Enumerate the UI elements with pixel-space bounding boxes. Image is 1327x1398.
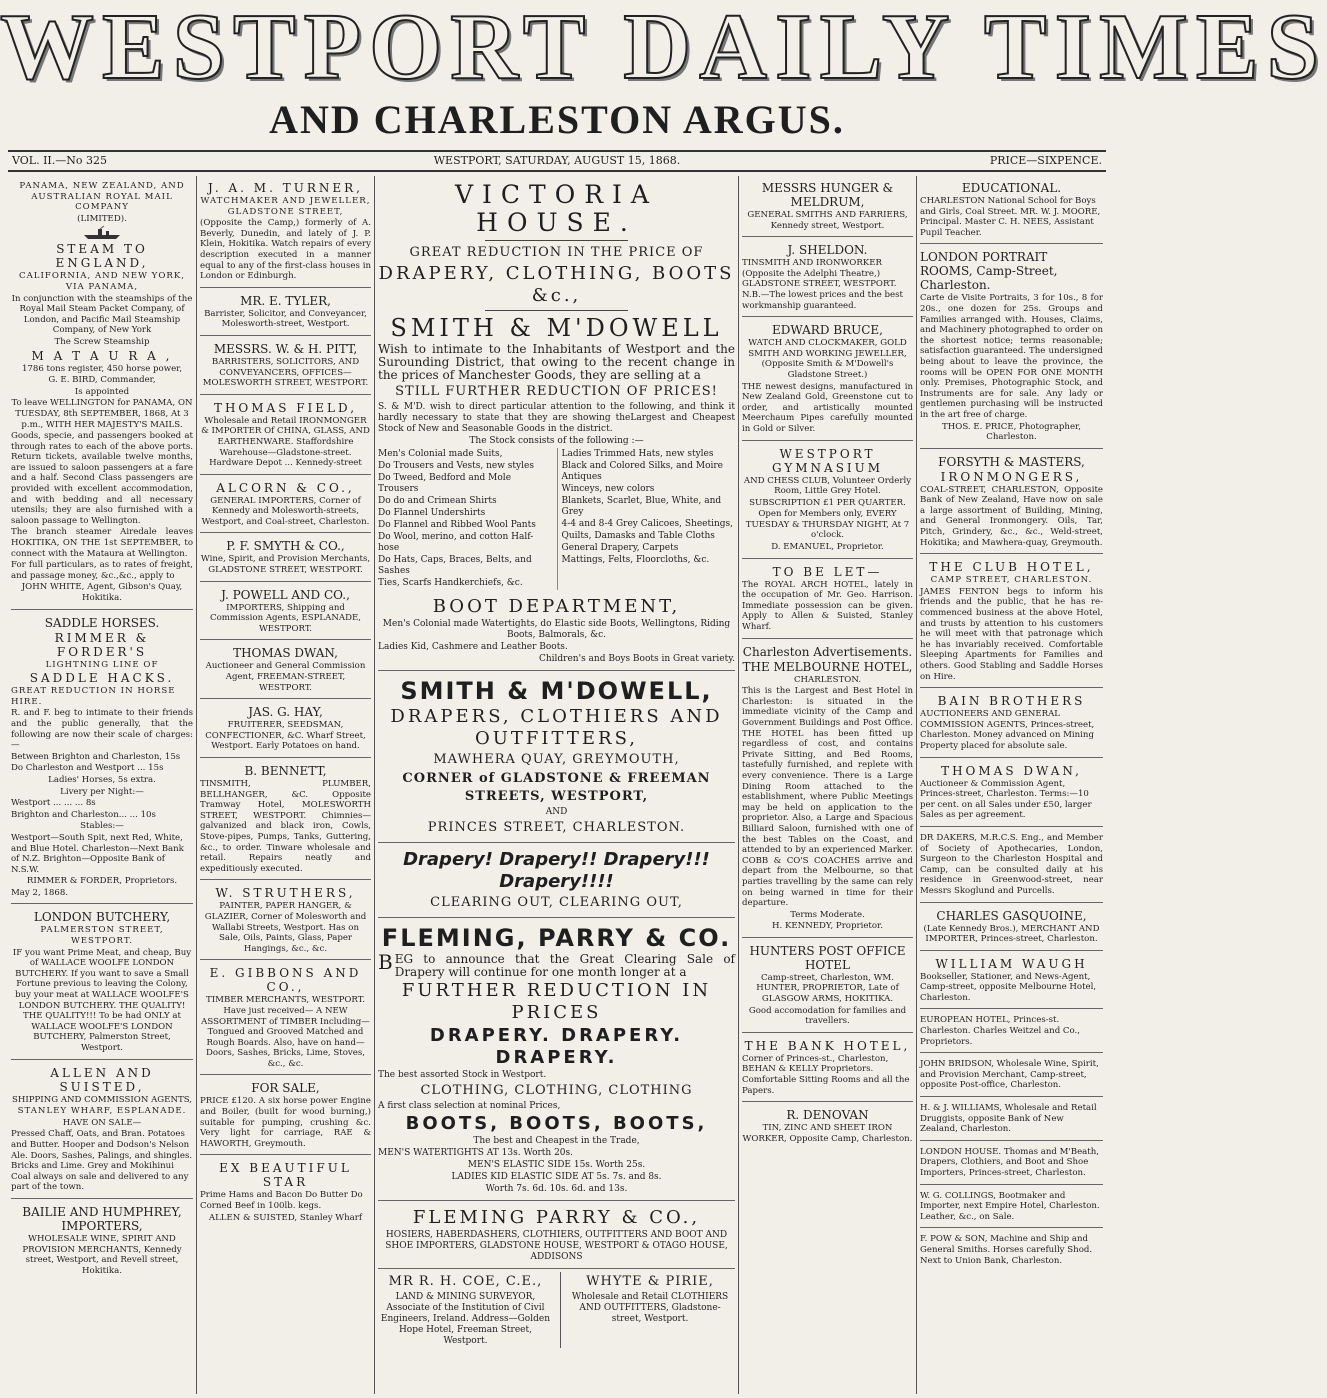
ad-heading: EX BEAUTIFUL STAR (219, 1161, 352, 1190)
ad-heading: THOMAS DWAN, (233, 646, 338, 661)
ad-forsyth-masters (920, 452, 1103, 555)
ad-text: PAINTER, PAPER HANGER, & GLAZIER, Corner of Molesworth and Wallabi Streets, Westport. Has on Sale, Oils, Paints, Glass, Paper Hangings, &c., &c. (204, 901, 367, 954)
ad-hunger-meldrum (742, 178, 913, 237)
ad-heading: FLEMING PARRY & CO., (412, 1207, 701, 1228)
ad-heading: DRAPERY. DRAPERY. DRAPERY. (429, 1025, 684, 1068)
ad-turner (200, 178, 371, 288)
ad-text: LIGHTNING LINE OF (45, 659, 159, 670)
ad-heading: THE BANK HOTEL, (744, 1038, 911, 1053)
ad-for-sale (200, 1078, 371, 1155)
list-item: Blankets, Scarlet, Blue, White, and Grey (561, 496, 722, 517)
ad-heading: BAILIE AND HUMPHREY, IMPORTERS, (22, 1204, 182, 1233)
ad-bruce (742, 320, 913, 440)
ad-text: AUCTIONEERS AND GENERAL COMMISSION AGENTS, Princes-street, Charleston. Money advanced on Mining Property placed for absolute sale. (920, 709, 1095, 751)
ad-text: HAVE ON SALE— (62, 1117, 142, 1128)
ad-text: FRUITERER, SEEDSMAN, CONFECTIONER, &C. Wharf Street, Westport. Early Potatoes on hand. (205, 720, 366, 752)
ad-royal-mail (11, 178, 193, 610)
ad-heading: BOOT DEPARTMENT, (432, 596, 681, 617)
list-item: Do Wool, merino, and cotton Half-hose (378, 532, 534, 553)
ad-text: Carte de Visite Portraits, 3 for 10s., 8 for 20s., one dozen for 25s. Groups and Families arranged with. Houses, Claims, and Machinery photographed to order on the shortest notice; terms reasonable; satisfaction guaranteed. The undersigned being about to leave the province, the rooms will be OPEN FOR ONE MONTH only. Premises, Photographic Stock, and Instruments are for sale. Any lady or gentlemen purchasing will be instructed in the art free of charge. (920, 293, 1103, 420)
ad-text: Westport—South Spit, next Red, White, and Blue Hotel. Charleston—Next Bank of N.Z. Brighton—Opposite Bank of N.S.W. (11, 832, 184, 875)
ad-text: Ladies' Horses, 5s extra. (48, 774, 156, 785)
ad-text: 1786 tons register, 450 horse power, (21, 363, 183, 374)
ad-hay (200, 702, 371, 758)
ad-text: JOHN BRIDSON, Wholesale Wine, Spirit, and Provision Merchant, Camp-street, opposite Post-office, Charleston. (920, 1059, 1099, 1091)
ad-gasquoine (920, 906, 1103, 951)
ad-heading: J. SHELDON. (787, 243, 868, 258)
divider (485, 310, 628, 311)
ad-melbourne-hotel (742, 642, 913, 938)
ad-text: LAND & MINING SURVEYOR, Associate of the Institution of Civil Engineers, Ireland. Address—Golden Hope Hotel, Freeman Street, Westport. (380, 1292, 550, 1346)
ad-heading: BOOTS, BOOTS, BOOTS, (405, 1113, 708, 1134)
list-item: Winceys, new colors (561, 484, 655, 494)
place-date: WESTPORT, SATURDAY, AUGUST 15, 1868. (433, 154, 681, 167)
ad-text: AND (545, 807, 568, 817)
stock-list (378, 448, 735, 590)
ad-text: (LIMITED). (77, 213, 127, 224)
ad-text: Auctioneer and General Commission Agent, FREEMAN-STREET, WESTPORT. (205, 661, 366, 693)
ad-heading: THE CLUB HOTEL, (929, 560, 1094, 575)
list-item: Do Tweed, Bedford and Mole Trousers (378, 473, 512, 494)
volume-number: VOL. II.—No 325 (12, 154, 107, 167)
ad-heading: EDWARD BRUCE, (772, 323, 883, 338)
masthead (0, 0, 1327, 150)
ad-text: F. POW & SON, Machine and Ship and General Smiths. Horses carefully Shod. Next to Union Bank, Charleston. (920, 1234, 1093, 1266)
ad-text: WHOLESALE WINE, SPIRIT AND PROVISION MERCHANTS, Kennedy street, Westport, and Revell street, Hokitika. (22, 1233, 182, 1276)
ad-pow (920, 1231, 1103, 1271)
ad-heading: MESSRS HUNGER & MELDRUM, (761, 181, 894, 209)
ad-heading: BAIN BROTHERS (937, 694, 1086, 709)
ad-struthers (200, 883, 371, 960)
ad-collings (920, 1188, 1103, 1229)
price-item: Worth 7s. 6d. 10s. 6d. and 13s. (485, 1184, 628, 1194)
stock-list-ladies (557, 448, 736, 590)
ad-text: BEG to announce that the Great Clearing Sale of Drapery will continue for one month longer at a (378, 950, 735, 979)
list-item: Do do and Crimean Shirts (378, 496, 497, 506)
column-2 (196, 176, 374, 1394)
ad-text: WATCH AND CLOCKMAKER, GOLD SMITH AND WORKING JEWELLER, (Opposite Smith & M'Dowell's Gladstone Street.) (748, 338, 907, 380)
ad-text: The best and Cheapest in the Trade, (473, 1136, 640, 1146)
steamship-icon (82, 226, 122, 240)
ad-text: SHIPPING AND COMMISSION AGENTS, (11, 1094, 193, 1105)
ad-heading: THOMAS FIELD, (213, 400, 358, 415)
newspaper-title: WESTPORT DAILY TIMES (0, 0, 1327, 99)
ad-bain-brothers (920, 691, 1103, 757)
ad-heading: LONDON BUTCHERY, (33, 910, 171, 925)
ad-tyler (200, 291, 371, 336)
ad-fleming-parry-2 (378, 1204, 735, 1269)
ad-text: Auctioneer & Commission Agent, Princes-street, Charleston. Terms:—10 per cent. on all Sales under £50, larger Sales as per agreement. (920, 778, 1092, 821)
ad-hunters-hotel (742, 941, 913, 1033)
list-item: Men's Colonial made Suits, (378, 449, 503, 459)
column-1 (8, 176, 196, 1394)
ad-text: Between Brighton and Charleston, 15s (11, 751, 181, 762)
ad-heading: HUNTERS POST OFFICE HOTEL (749, 943, 906, 972)
ad-text: GENERAL SMITHS AND FARRIERS, Kennedy street, Westport. (747, 210, 908, 231)
ad-text: TINSMITH AND IRONWORKER (Opposite the Adelphi Theatre,) GLADSTONE STREET, WESTPORT. N.B.—The lowest prices and the best workmanship guaranteed. (742, 258, 903, 311)
ad-text: Brighton and Charleston... ... 10s (11, 809, 156, 820)
ad-heading: EDUCATIONAL. (961, 181, 1062, 195)
ad-victoria-house (378, 178, 735, 671)
ad-text: H. & J. WILLIAMS, Wholesale and Retail Druggists, opposite Bank of New Zealand, Charleston. (920, 1103, 1097, 1135)
ad-heading: STEAM TO ENGLAND, (55, 242, 149, 271)
ad-text: TIMBER MERCHANTS, WESTPORT. Have just received— A NEW ASSORTMENT of TIMBER Including— Tongued and Grooved Matched and Rough Boards. Also, have on hand— Doors, Sashes, Bricks, Lime, Stoves, &c., &c. (201, 995, 370, 1069)
ad-text: Corner of Princes-st., Charleston, BEHAN & KELLY Proprietors. Comfortable Sitting Rooms and all the Papers. (742, 1053, 910, 1096)
ad-text: COAL-STREET, CHARLESTON, Opposite Bank of New Zealand, Have now on sale a large assortment of Building, Mining, and General Ironmongery. Oils, Tar, Pitch, Grindery, &c., &c., Weld-street, Hokitika; and Mawhera-quay, Greymouth. (920, 484, 1103, 548)
ad-text: GREAT REDUCTION IN HORSE HIRE. (11, 686, 176, 707)
ad-powell (200, 585, 371, 641)
ship-name: M A T A U R A , (31, 348, 173, 363)
ad-text: STANLEY WHARF, ESPLANADE. (17, 1106, 187, 1117)
ad-text: THE newest designs, manufactured in New Zealand Gold, Greenstone cut to order, and artistically mounted Meerchaum Pipes carefully mounted in Gold or Silver. (742, 381, 913, 434)
list-item: Black and Colored Silks, and Moire Antiques (561, 461, 723, 482)
ad-text: Children's and Boys Boots in Great variety. (538, 654, 735, 664)
ad-heading: CHARLES GASQUOINE, (936, 908, 1087, 923)
ad-heading: SADDLE HACKS. (29, 671, 175, 686)
ad-london-house (920, 1144, 1103, 1185)
ad-whyte (560, 1272, 735, 1348)
ad-fleming-parry (378, 921, 735, 1201)
ad-text: Ladies Kid, Cashmere and Leather Boots. (378, 642, 568, 652)
ad-coe (378, 1272, 553, 1348)
ad-dwan (200, 643, 371, 699)
section-heading: Charleston Advertisements. (742, 644, 913, 659)
ad-text: CALIFORNIA, AND NEW YORK, VIA PANAMA, (19, 271, 185, 292)
ad-text: Prime Hams and Bacon Do Butter Do Corned Beef in 100lb. kegs. (200, 1190, 363, 1212)
ad-text: Stables:— (80, 821, 124, 832)
ad-text: TIN, ZINC AND SHEET IRON WORKER, Opposite Camp, Charleston. (742, 1123, 913, 1144)
column-4 (738, 176, 916, 1394)
ad-text: DR DAKERS, M.R.C.S. Eng., and Member of Society of Apothecaries, London, Surgeon to the Charleston Hospital and Camp, can be consulted daily at his residence in Greenwood-street, near Messrs Skoglund and Purcells. (920, 832, 1103, 896)
ad-text: PRICE £120. A six horse power Engine and Boiler, (built for wood burning,) suitable for pumping, crushing &c. Very light for carriage, RAE & HAWORTH, Greymouth. (200, 1096, 371, 1149)
ad-heading: FLEMING, PARRY & CO. (381, 924, 732, 952)
ad-text: The Screw Steamship (54, 336, 150, 347)
ad-gibbons (200, 963, 371, 1075)
ad-smyth (200, 536, 371, 581)
list-item: Ladies Trimmed Hats, new styles (561, 449, 714, 459)
ad-text: Bookseller, Stationer, and News-Agent, Camp-street, opposite Melbourne Hotel, Charleston. (920, 971, 1097, 1003)
ad-bailie-humphrey (11, 1202, 193, 1281)
ad-heading: LONDON PORTRAIT ROOMS, Camp-Street, Charleston. (920, 250, 1058, 293)
ad-text: A first class selection at nominal Prices, (378, 1101, 561, 1111)
ad-thomas-dwan (920, 761, 1103, 827)
ad-text: (Opposite the Camp,) formerly of A. Beverly, Dunedin, and lately of J. P. Klein, Hokitika. Watch repairs of every description executed in a manner equal to any of the first-class houses in London or Edinburgh. (200, 218, 371, 282)
ad-text: PALMERSTON STREET, WESTPORT. (40, 925, 164, 947)
ad-heading: FOR SALE, (251, 1081, 320, 1096)
ad-waugh (920, 954, 1103, 1010)
ad-alcorn (200, 478, 371, 534)
ad-heading: THE MELBOURNE HOTEL, (742, 659, 913, 674)
ad-drapery (378, 846, 735, 918)
ad-text: Camp-street, Charleston, WM. HUNTER, PROPRIETOR, Late of GLASGOW ARMS, HOKITIKA. (756, 972, 899, 1005)
ad-text: Open for Members only, EVERY TUESDAY & THURSDAY NIGHT, At 7 o'clock. (745, 509, 910, 541)
ad-text: BARRISTERS, SOLICITORS, AND CONVEYANCERS, OFFICES—MOLESWORTH STREET, WESTPORT. (202, 356, 369, 389)
ad-text: In conjunction with the steamships of the Royal Mail Steam Packet Company, of London, and Pacific Mail Steamship Company, of New York (11, 293, 193, 336)
ad-heading: SMITH & M'DOWELL, (400, 677, 713, 705)
ad-text: IF you want Prime Meat, and cheap, Buy of WALLACE WOOLFE LONDON BUTCHERY. If you want to save a Small Fortune previous to leaving the Colony, buy your meat at WALLACE WOOLFE'S LONDON BUTCHERY. THE QUALITY! THE QUALITY!!! To be had ONLY at WALLACE WOOLFE'S LONDON BUTCHERY, Palmerston Street, Westport. (12, 947, 192, 1053)
ad-heading: MR. E. TYLER, (240, 293, 331, 308)
ad-text: MAWHERA QUAY, GREYMOUTH, (433, 752, 680, 767)
ad-text: CLOTHING, CLOTHING, CLOTHING (420, 1083, 693, 1098)
ad-text: CAMP STREET, CHARLESTON. (930, 575, 1093, 586)
ad-heading: WESTPORT GYMNASIUM (771, 446, 884, 475)
ad-text: To leave WELLINGTON for PANAMA, ON TUESDAY, 8th SEPTEMBER, 1868, At 3 p.m., WITH HER MAJESTY'S MAILS. (11, 398, 193, 430)
ad-heading: IRONMONGERS, (940, 469, 1083, 484)
ad-text: CHARLESTON. (793, 674, 862, 685)
ad-text: IMPORTERS, Shipping and Commission Agents, ESPLANADE, WESTPORT. (210, 602, 361, 634)
ad-heading: J. POWELL AND CO., (221, 587, 350, 602)
ad-heading: SMITH & M'DOWELL (390, 314, 723, 342)
ad-text: For full particulars, as to rates of freight, and passage money, &c.,&c., apply to (11, 560, 193, 581)
ad-sheldon (742, 240, 913, 317)
ad-heading: J. A. M. TURNER, (208, 181, 363, 195)
ad-text: JAMES FENTON begs to inform his friends and the public, that he has re-commenced business at the above Hotel, and trusts by attention to his customers he will meet with that patronage which he has invariably received. Comfortable Sleeping Apartments for Families and others. Good Stabling and Saddle Horses on Hire. (920, 586, 1103, 682)
ad-text: SUBSCRIPTION £1 PER QUARTER. (749, 497, 906, 508)
ad-heading: PANAMA, NEW ZEALAND, AND AUSTRALIAN ROYAL MAIL COMPANY (19, 181, 185, 213)
ad-text: Men's Colonial made Watertights, do Elastic side Boots, Wellingtons, Riding Boots, Balmorals, &c. (382, 619, 731, 640)
ad-heading: SADDLE HORSES. (44, 615, 160, 630)
ad-text: GENERAL IMPORTERS, Corner of Kennedy and Molesworth-streets, Westport, and Coal-street, Charleston. (201, 495, 370, 527)
ad-heading: DRAPERY, CLOTHING, BOOTS &c., (378, 263, 735, 306)
ad-bank-hotel (742, 1036, 913, 1102)
ad-text: CORNER of GLADSTONE & FREEMAN STREETS, WESTPORT, (402, 771, 711, 804)
ad-text: THOS. E. PRICE, Photographer, Charleston. (942, 421, 1081, 443)
ad-text: The best assorted Stock in Westport. (378, 1070, 547, 1080)
ad-heading: FORSYTH & MASTERS, (938, 454, 1085, 469)
ad-denovan (742, 1105, 913, 1149)
ad-text: Good accomodation for families and travellers. (748, 1005, 907, 1027)
ad-text: Barrister, Solicitor, and Conveyancer, Molesworth-street, Westport. (204, 308, 367, 330)
price-item: MEN'S WATERTIGHTS AT 13s. Worth 20s. (378, 1148, 574, 1158)
ad-dakers (920, 830, 1103, 903)
ad-text: AND CHESS CLUB, Volunteer Orderly Room, Little Grey Hotel. (743, 475, 912, 497)
ad-portrait-rooms (920, 247, 1103, 448)
list-item: Mattings, Felts, Floorcloths, &c. (561, 555, 710, 565)
ad-heading: R. DENOVAN (786, 1108, 869, 1123)
list-item: Quilts, Damasks and Table Cloths (561, 531, 715, 541)
ad-text: GREAT REDUCTION IN THE PRICE OF (409, 245, 704, 260)
ad-row (378, 1272, 735, 1348)
ad-heading: FURTHER REDUCTION IN PRICES (401, 980, 712, 1023)
ad-heading: E. GIBBONS AND CO., (209, 966, 362, 995)
ad-heading: VICTORIA HOUSE. (455, 180, 658, 237)
ad-text: RIMMER & FORDER, Proprietors. (26, 876, 178, 887)
ad-text: G. E. BIRD, Commander, (48, 375, 156, 386)
ad-text: May 2, 1868. (11, 887, 69, 898)
ad-text: STILL FURTHER REDUCTION OF PRICES! (395, 384, 718, 399)
ad-text: Goods, specie, and passengers booked at through rates to each of the above ports. Return tickets, available twelve months, are issued to saloon passengers at a fare and a half. Second Class passengers are provided with excellent accommodation, and with bedding and all necessary utensils; they are also furnished with a saloon passage to Wellington. (11, 431, 193, 526)
stock-list-men (378, 448, 557, 590)
list-item: 4-4 and 8-4 Grey Calicoes, Sheetings, (561, 519, 734, 529)
ad-gymnasium (742, 444, 913, 559)
ad-text: PRINCES STREET, CHARLESTON. (427, 820, 686, 835)
ad-text: CLEARING OUT, CLEARING OUT, (430, 895, 683, 910)
list-item: Do Hats, Caps, Braces, Belts, and Sashes (378, 555, 532, 576)
ad-text: H. KENNEDY, Proprietor. (772, 921, 883, 932)
ad-heading: TO BE LET— (772, 564, 883, 579)
ad-text: CHARLESTON National School for Boys and Girls, Coal Street. MR. W. J. MOORE, Principal. Master C. H. NEES, Assistant Pupil Teacher. (920, 196, 1101, 238)
newspaper-subtitle: AND CHARLESTON ARGUS. (269, 97, 845, 142)
ad-heading: JAS. G. HAY, (248, 705, 323, 720)
ad-text: Pressed Chaff, Oats, and Bran. Potatoes and Butter. Hooper and Dodson's Nelson Ale. Doors, Sashes, Palings, and shingles. Bricks and Lime. Grey and Mokihinui Coal always on sale and delivered to any part of the town. (11, 1129, 193, 1193)
ad-text: ALLEN & SUISTED, Stanley Wharf (208, 1212, 363, 1223)
ad-london-butchery (11, 907, 193, 1059)
ad-text: (Late Kennedy Bros.), MERCHANT AND IMPORTER, Princes-street, Charleston. (923, 923, 1100, 945)
price-item: LADIES KID ELASTIC SIDE AT 5s. 7s. and 8s. (451, 1172, 662, 1182)
ad-williams (920, 1100, 1103, 1141)
ad-heading: MR R. H. COE, C.E., (388, 1274, 543, 1289)
price: PRICE—SIXPENCE. (989, 154, 1102, 167)
ad-text: The branch steamer Airedale leaves HOKITIKA, ON THE 1st SEPTEMBER, to connect with the Mataura at Wellington. (11, 527, 193, 559)
column-3 (374, 176, 738, 1394)
ad-text: JOHN WHITE, Agent, Gibson's Quay, Hokitika. (21, 582, 183, 603)
list-item: Do Trousers and Vests, new styles (378, 461, 534, 471)
ad-text: Do Charleston and Westport ... 15s (11, 763, 164, 774)
ad-heading: B. BENNETT, (244, 764, 327, 778)
ad-heading: MESSRS. W. & H. PITT, (213, 341, 358, 356)
list-item: Do Flannel Undershirts (378, 508, 486, 518)
ad-european-hotel (920, 1012, 1103, 1053)
ad-heading: ALCORN & CO., (216, 480, 355, 495)
ad-text: HOSIERS, HABERDASHERS, CLOTHIERS, OUTFITTERS AND BOOT AND SHOE IMPORTERS, GLADSTONE HOUSE, WESTPORT & OTAGO HOUSE, ADDISONS (385, 1230, 728, 1262)
ad-heading: ALLEN AND SUISTED, (50, 1065, 154, 1094)
price-item: MEN'S ELASTIC SIDE 15s. Worth 25s. (467, 1160, 646, 1170)
ad-text: Westport ... ... ... 8s (11, 798, 96, 809)
ad-text: Wholesale and Retail IRONMONGER & IMPORTER Of CHINA, GLASS, AND EARTHENWARE. Staffordshire Warehouse—Gladstone-street. Hardware Depot ... Kennedy-street (201, 415, 370, 469)
ad-bridson (920, 1056, 1103, 1097)
ad-club-hotel (920, 557, 1103, 688)
ad-text: The Stock consists of the following :— (469, 436, 644, 446)
ad-allen-suisted (11, 1063, 193, 1199)
ad-text: Terms Moderate. (790, 909, 865, 920)
ad-text: This is the Largest and Best Hotel in Charleston: is situated in the immediate vicinity of the Camp and Government Buildings and Post Office. THE HOTEL has been fitted up regardless of cost, and contains Private Sitting, and Bed Rooms, tastefully furnished, and replete with every convenience. There is a Large Dining Room attached to the establishment, where Public Meetings may be held on application to the proprietor. Also, a Large and Spacious Billiard Saloon, furnished with one of the best Tables on the Coast, and attended to by an experienced Marker. COBB & CO'S COACHES arrive and depart from the Melbourne, so that parties travelling by the same can rely on being warned in time for their departure. (742, 686, 913, 909)
ad-heading: WILLIAM WAUGH (935, 956, 1088, 971)
ad-pitt (200, 339, 371, 395)
ad-text: S. & M'D. wish to direct particular attention to the following, and think it hardly necessary to state that they are showing theLargest and Cheapest Stock of New and Seasonable Goods in the district. (378, 402, 735, 434)
ad-heading: DRAPERS, CLOTHIERS AND OUTFITTERS, (390, 706, 723, 749)
ad-text: W. G. COLLINGS, Bootmaker and Importer, next Empire Hotel, Charleston. Leather, &c., on Sale. (920, 1190, 1100, 1222)
ad-educational (920, 178, 1103, 244)
ad-text: Livery per Night:— (60, 786, 144, 797)
ad-bennett (200, 761, 371, 880)
ad-heading: Drapery! Drapery!! Drapery!!! Drapery!!!! (403, 849, 710, 892)
ad-smith-mdowell (378, 674, 735, 843)
ad-text: Is appointed (74, 386, 130, 397)
dateline (8, 150, 1106, 172)
ad-text: D. EMANUEL, Proprietor. (771, 542, 884, 553)
column-5 (916, 176, 1106, 1394)
ad-heading: W. STRUTHERS, (215, 886, 356, 901)
list-item: Ties, Scarfs Handkerchiefs, &c. (378, 578, 523, 588)
ad-saddle-horses (11, 613, 193, 905)
ad-text: Wine, Spirit, and Provision Merchants, GLADSTONE STREET, WESTPORT. (200, 554, 371, 576)
ad-heading: RIMMER & FORDER'S (54, 630, 150, 659)
list-item: Do Flannel and Ribbed Wool Pants (378, 520, 536, 530)
columns (8, 176, 1106, 1394)
ad-text: WATCHMAKER AND JEWELLER, GLADSTONE STREET, (200, 196, 371, 217)
ad-text: EUROPEAN HOTEL, Princes-st. Charleston. Charles Weitzel and Co., Proprietors. (920, 1015, 1080, 1047)
ad-text: Wholesale and Retail CLOTHIERS AND OUTFITTERS, Gladstone-street, Westport. (571, 1292, 729, 1324)
divider (485, 240, 628, 241)
list-item: General Drapery, Carpets (561, 543, 679, 553)
ad-text: The ROYAL ARCH HOTEL, lately in the occupation of Mr. Geo. Harrison. Immediate possession can be given. Apply to Allen & Suisted, Stanley Wharf. (742, 579, 913, 633)
ad-heading: WHYTE & PIRIE, (586, 1274, 714, 1289)
ad-beautiful-star (200, 1158, 371, 1228)
ad-text: LONDON HOUSE. Thomas and M'Beath, Drapers, Clothiers, and Boot and Shoe Importers, Princes-street, Charleston. (920, 1146, 1100, 1178)
ad-text: Wish to intimate to the Inhabitants of Westport and the Surounding District, that owing to the recent change in the prices of Manchester Goods, they are selling at a (378, 342, 735, 382)
ad-text: TINSMITH, PLUMBER, BELLHANGER, &C. Opposite Tramway Hotel, MOLESWORTH STREET, WESTPORT. Chimnies—galvanized and black iron, Cowls, Stove-pipes, Pumps, Tanks, Guttering, &c., to order. Tinware wholesale and retail. Repairs neatly and expeditiously executed. (200, 779, 371, 874)
ad-heading: THOMAS DWAN, (941, 763, 1082, 778)
ad-field (200, 398, 371, 475)
ad-heading: P. F. SMYTH & CO., (226, 539, 345, 554)
ad-to-let (742, 562, 913, 639)
ad-text: R. and F. beg to intimate to their friends and the public generally, that the following are now their scale of charges:— (11, 708, 193, 751)
